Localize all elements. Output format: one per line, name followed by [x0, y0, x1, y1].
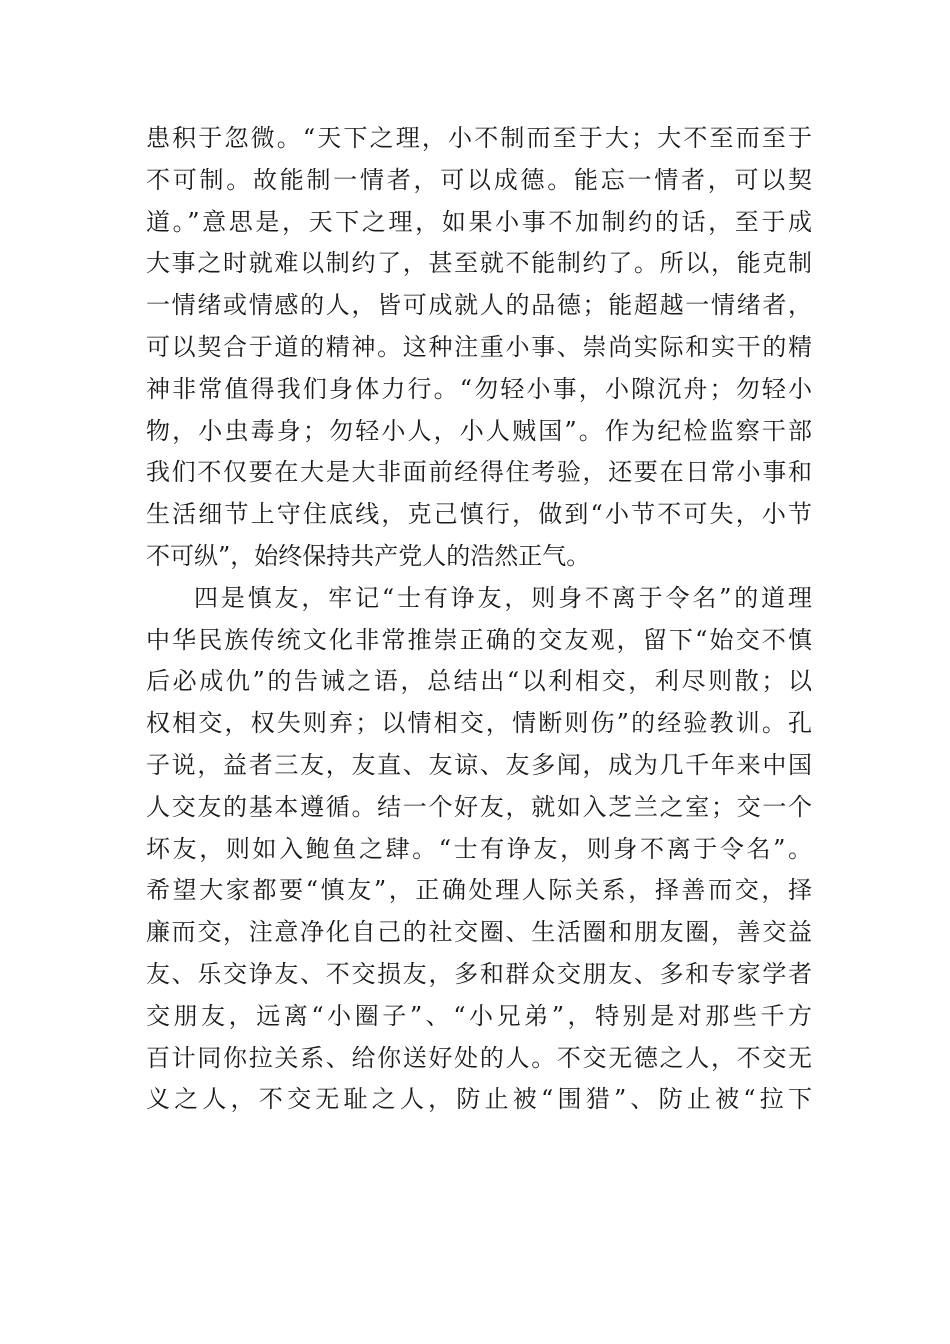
text-line: 生活细节上守住底线，克己慎行，做到“小节不可失，小节 [146, 500, 812, 529]
text-line: 后必成仇”的告诫之语，总结出“以利相交，利尽则散；以 [146, 667, 812, 696]
text-line: 一情绪或情感的人，皆可成就人的品德；能超越一情绪者， [146, 291, 812, 320]
text-line: 义之人，不交无耻之人，防止被“围猎”、防止被“拉下 [146, 1085, 812, 1114]
text-line: 交朋友，远离“小圈子”、“小兄弟”，特别是对那些千方 [146, 1001, 812, 1030]
text-line: 道。”意思是，天下之理，如果小事不加制约的话，至于成 [146, 207, 812, 236]
text-line: 廉而交，注意净化自己的社交圈、生活圈和朋友圈，善交益 [146, 918, 812, 947]
text-line: 我们不仅要在大是大非面前经得住考验，还要在日常小事和 [146, 458, 812, 487]
text-line: 不可制。故能制一情者，可以成德。能忘一情者，可以契 [146, 165, 812, 194]
text-line: 友、乐交诤友、不交损友，多和群众交朋友、多和专家学者 [146, 959, 812, 988]
text-line: 希望大家都要“慎友”，正确处理人际关系，择善而交，择 [146, 876, 812, 905]
body-text [146, 118, 812, 1121]
text-line: 坏友，则如入鲍鱼之肆。“士有诤友，则身不离于令名”。 [146, 834, 812, 863]
text-line: 大事之时就难以制约了，甚至就不能制约了。所以，能克制 [146, 249, 812, 278]
text-line: 子说，益者三友，友直、友谅、友多闻，成为几千年来中国 [146, 750, 812, 779]
text-line: 人交友的基本遵循。结一个好友，就如入芝兰之室；交一个 [146, 792, 812, 821]
text-line: 患积于忽微。“天下之理，小不制而至于大；大不至而至于 [146, 124, 812, 152]
text-line: 可以契合于道的精神。这种注重小事、崇尚实际和实干的精 [146, 332, 812, 361]
text-line: 百计同你拉关系、给你送好处的人。不交无德之人，不交无 [146, 1043, 812, 1072]
paragraph-start-line: 四是慎友，牢记“士有诤友，则身不离于令名”的道理 [194, 583, 812, 612]
text-line: 神非常值得我们身体力行。“勿轻小事，小隙沉舟；勿轻小 [146, 374, 812, 403]
text-line: 物，小虫毒身；勿轻小人，小人贼国”。作为纪检监察干部 [146, 416, 812, 445]
text-line: 权相交，权失则弃；以情相交，情断则伤”的经验教训。孔 [146, 709, 812, 738]
text-line: 中华民族传统文化非常推崇正确的交友观，留下“始交不慎 [146, 625, 812, 654]
text-line: 不可纵”，始终保持共产党人的浩然正气。 [146, 541, 591, 570]
